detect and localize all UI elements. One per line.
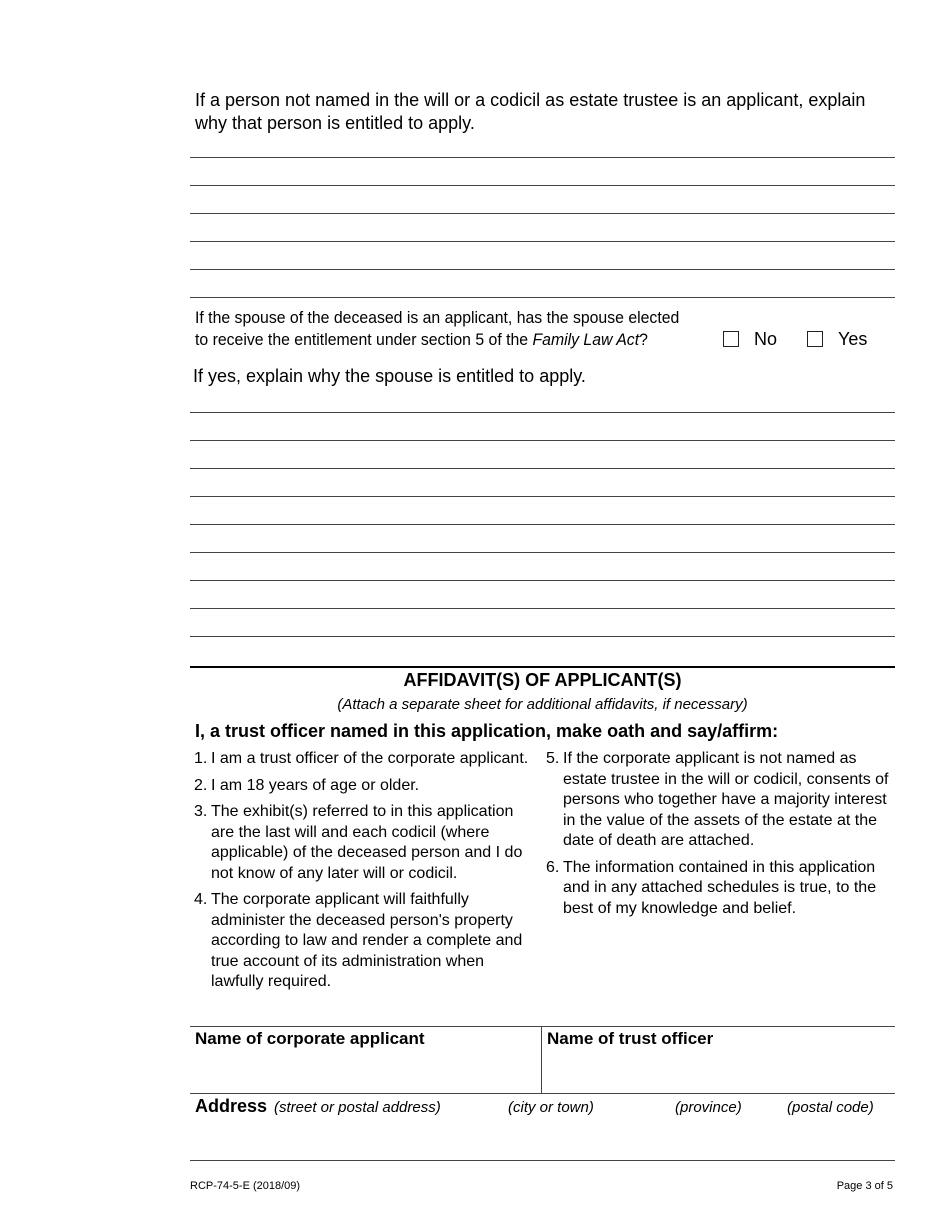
- answer-line[interactable]: [190, 524, 895, 525]
- list-item: 5. If the corporate applicant is not named as estate trustee in the will or codicil, consents of persons who together have a majority interest in the value of the assets of the estate at the date of death are attached.: [546, 750, 889, 849]
- answer-line[interactable]: [190, 636, 895, 637]
- answer-line[interactable]: [190, 269, 895, 270]
- spouse-question: [195, 307, 688, 351]
- field-divider: [541, 1027, 542, 1094]
- answer-line[interactable]: [190, 241, 895, 242]
- answer-line[interactable]: [190, 185, 895, 186]
- field-top-rule: [190, 1026, 895, 1027]
- trust-officer-label: Name of trust officer: [547, 1029, 714, 1048]
- section-divider: [190, 666, 895, 668]
- form-id: RCP-74-5-E (2018/09): [190, 1180, 301, 1192]
- province-hint: (province): [675, 1099, 742, 1116]
- corporate-applicant-field[interactable]: [190, 1050, 540, 1092]
- answer-line[interactable]: [190, 157, 895, 158]
- trust-officer-field[interactable]: [543, 1050, 895, 1092]
- answer-line[interactable]: [190, 412, 895, 413]
- page-number: Page 3 of 5: [836, 1180, 893, 1192]
- postal-code-hint: (postal code): [787, 1099, 874, 1116]
- city-hint: (city or town): [508, 1099, 594, 1116]
- answer-line[interactable]: [190, 496, 895, 497]
- spouse-question-line1: If the spouse of the deceased is an applicant, has the spouse elected: [195, 308, 680, 327]
- answer-line[interactable]: [190, 608, 895, 609]
- answer-line[interactable]: [190, 552, 895, 553]
- yes-label: Yes: [838, 329, 868, 349]
- list-item: 3. The exhibit(s) referred to in this application are the last will and each codicil (where applicable) of the deceased person and I do not know of any later will or codicil.: [194, 803, 523, 882]
- list-item: 2. I am 18 years of age or older.: [194, 776, 420, 794]
- spouse-question-line2: to receive the entitlement under section 5 of the Family Law Act?: [195, 330, 648, 349]
- family-law-act: Family Law Act: [532, 330, 640, 349]
- spouse-explain-question: If yes, explain why the spouse is entitled to apply.: [193, 366, 586, 386]
- oath-statement: I, a trust officer named in this application, make oath and say/affirm:: [195, 721, 779, 741]
- affidavit-subtitle: (Attach a separate sheet for additional affidavits, if necessary): [337, 696, 748, 713]
- affidavit-items-left: [194, 749, 539, 999]
- answer-line[interactable]: [190, 297, 895, 298]
- corporate-applicant-label: Name of corporate applicant: [195, 1029, 425, 1048]
- no-label: No: [754, 329, 778, 349]
- answer-line[interactable]: [190, 440, 895, 441]
- affidavit-title: AFFIDAVIT(S) OF APPLICANT(S): [403, 670, 682, 690]
- yes-checkbox[interactable]: [807, 331, 823, 347]
- address-label: Address: [195, 1096, 268, 1116]
- answer-line[interactable]: [190, 468, 895, 469]
- affidavit-items-right: [546, 749, 891, 925]
- list-item: 6. The information contained in this application and in any attached schedules is true, to the best of my knowledge and belief.: [546, 858, 877, 917]
- field-rule: [190, 1093, 895, 1094]
- list-item: 1. I am a trust officer of the corporate applicant.: [194, 750, 529, 767]
- answer-line[interactable]: [190, 580, 895, 581]
- entitlement-question: If a person not named in the will or a codicil as estate trustee is an applicant, explain why that person is entitled to apply.: [195, 90, 866, 133]
- address-rule: [190, 1160, 895, 1161]
- no-checkbox[interactable]: [723, 331, 739, 347]
- list-item: 4. The corporate applicant will faithfully administer the deceased person's property according to law and render a complete and true account of its administration when lawfully required.: [194, 891, 523, 990]
- address-hint: (street or postal address): [274, 1099, 441, 1116]
- answer-line[interactable]: [190, 213, 895, 214]
- address-field[interactable]: [190, 1118, 895, 1158]
